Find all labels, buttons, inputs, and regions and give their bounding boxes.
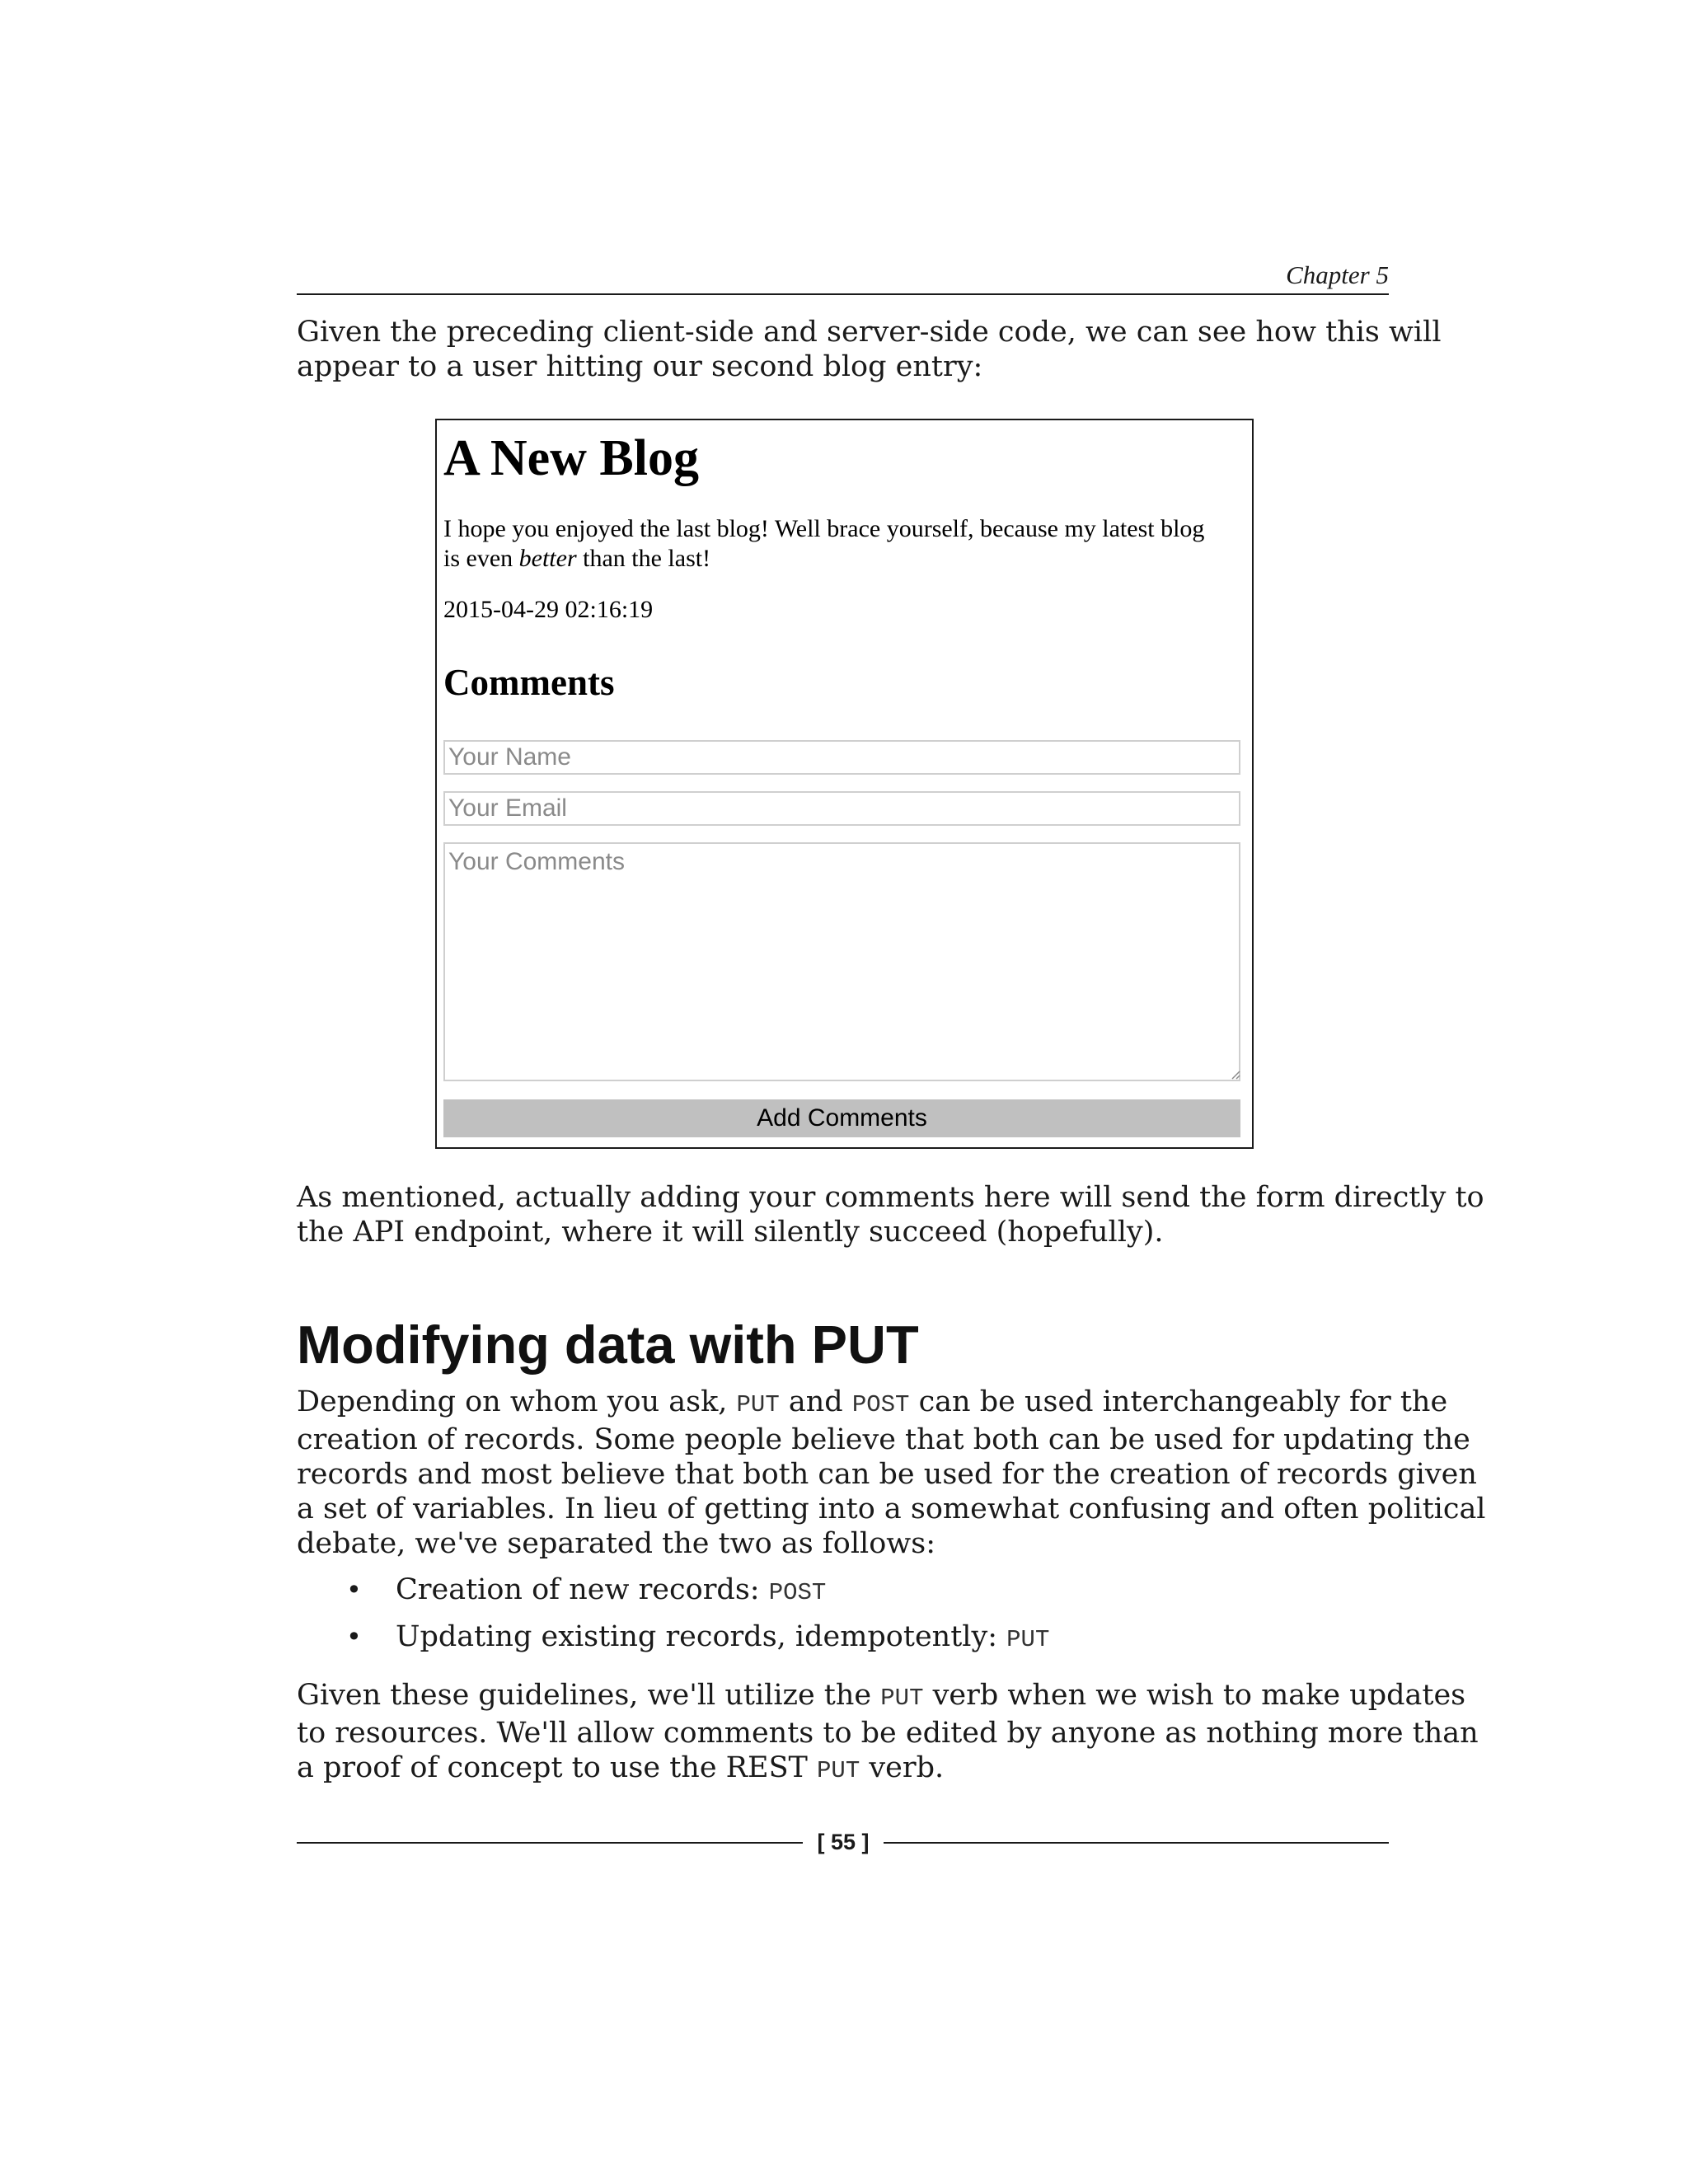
after-figure-line-1: As mentioned, actually adding your comments here will send the form directly to bbox=[297, 1181, 1484, 1214]
bullet-icon: • bbox=[346, 1574, 362, 1605]
blog-body-text: is even bbox=[443, 545, 519, 572]
blog-body-text: than the last! bbox=[576, 545, 711, 572]
bullet-icon: • bbox=[346, 1621, 362, 1652]
paragraph-line: creation of records. Some people believe that both can be used for updating the bbox=[297, 1423, 1470, 1456]
blog-date: 2015-04-29 02:16:19 bbox=[443, 596, 654, 623]
section-heading: Modifying data with PUT bbox=[297, 1315, 919, 1375]
section-paragraph-1 bbox=[297, 1385, 1486, 1561]
paragraph-line: to resources. We'll allow comments to be edited by anyone as nothing more than bbox=[297, 1717, 1479, 1750]
text-run: Given these guidelines, we'll utilize the bbox=[297, 1679, 881, 1712]
footer-rule-right bbox=[884, 1842, 1389, 1844]
code-put: PUT bbox=[817, 1757, 860, 1784]
paragraph-line bbox=[297, 1750, 1401, 1788]
code-post: POST bbox=[768, 1579, 827, 1606]
after-figure-line-2: the API endpoint, where it will silently succeed (hopefully). bbox=[297, 1216, 1164, 1249]
section-paragraph-2 bbox=[297, 1678, 1479, 1788]
blog-body-emphasis: better bbox=[518, 545, 577, 572]
comments-heading: Comments bbox=[443, 662, 615, 703]
paragraph-line bbox=[297, 1678, 1466, 1716]
blog-body-line-2 bbox=[443, 544, 1235, 574]
blog-title: A New Blog bbox=[443, 430, 699, 486]
blog-body bbox=[443, 514, 1235, 574]
text-run: a proof of concept to use the REST bbox=[297, 1751, 818, 1784]
text-run: verb. bbox=[860, 1751, 945, 1784]
code-put: PUT bbox=[880, 1685, 924, 1712]
intro-line-1: Given the preceding client-side and server-side code, we can see how this will bbox=[297, 316, 1442, 349]
intro-paragraph bbox=[297, 315, 1442, 384]
paragraph-line: a set of variables. In lieu of getting into a somewhat confusing and often political bbox=[297, 1493, 1486, 1526]
email-input[interactable] bbox=[443, 791, 1240, 826]
code-post: POST bbox=[851, 1391, 910, 1418]
bullet-list bbox=[346, 1572, 1049, 1666]
intro-line-2: appear to a user hitting our second blog entry: bbox=[297, 350, 983, 383]
text-run: and bbox=[779, 1385, 852, 1418]
code-put: PUT bbox=[736, 1391, 780, 1418]
bullet-text: Creation of new records: bbox=[396, 1573, 769, 1606]
chapter-label: Chapter 5 bbox=[1286, 260, 1389, 289]
after-figure-paragraph bbox=[297, 1180, 1484, 1249]
code-put: PUT bbox=[1006, 1626, 1050, 1653]
name-input[interactable] bbox=[443, 740, 1240, 775]
resize-handle-icon[interactable] bbox=[1231, 1070, 1240, 1080]
blog-screenshot-figure bbox=[435, 419, 1254, 1149]
paragraph-line: records and most believe that both can be used for the creation of records given bbox=[297, 1458, 1477, 1491]
text-run: can be used interchangeably for the bbox=[909, 1385, 1448, 1418]
page-number: [ 55 ] bbox=[817, 1830, 870, 1854]
text-run: Depending on whom you ask, bbox=[297, 1385, 737, 1418]
add-comments-button[interactable]: Add Comments bbox=[443, 1099, 1240, 1137]
bullet-text: Updating existing records, idempotently: bbox=[396, 1620, 1007, 1653]
page-footer bbox=[297, 1825, 1389, 1858]
footer-rule-left bbox=[297, 1842, 803, 1844]
paragraph-line bbox=[297, 1385, 1448, 1422]
bullet-item bbox=[346, 1619, 1049, 1666]
text-run: verb when we wish to make updates bbox=[923, 1679, 1466, 1712]
blog-body-line-1: I hope you enjoyed the last blog! Well brace yourself, because my latest blog bbox=[443, 515, 1205, 542]
bullet-item bbox=[346, 1572, 1049, 1619]
running-header bbox=[297, 257, 1389, 295]
comments-textarea[interactable] bbox=[443, 842, 1240, 1081]
paragraph-line: debate, we've separated the two as follows: bbox=[297, 1527, 935, 1560]
